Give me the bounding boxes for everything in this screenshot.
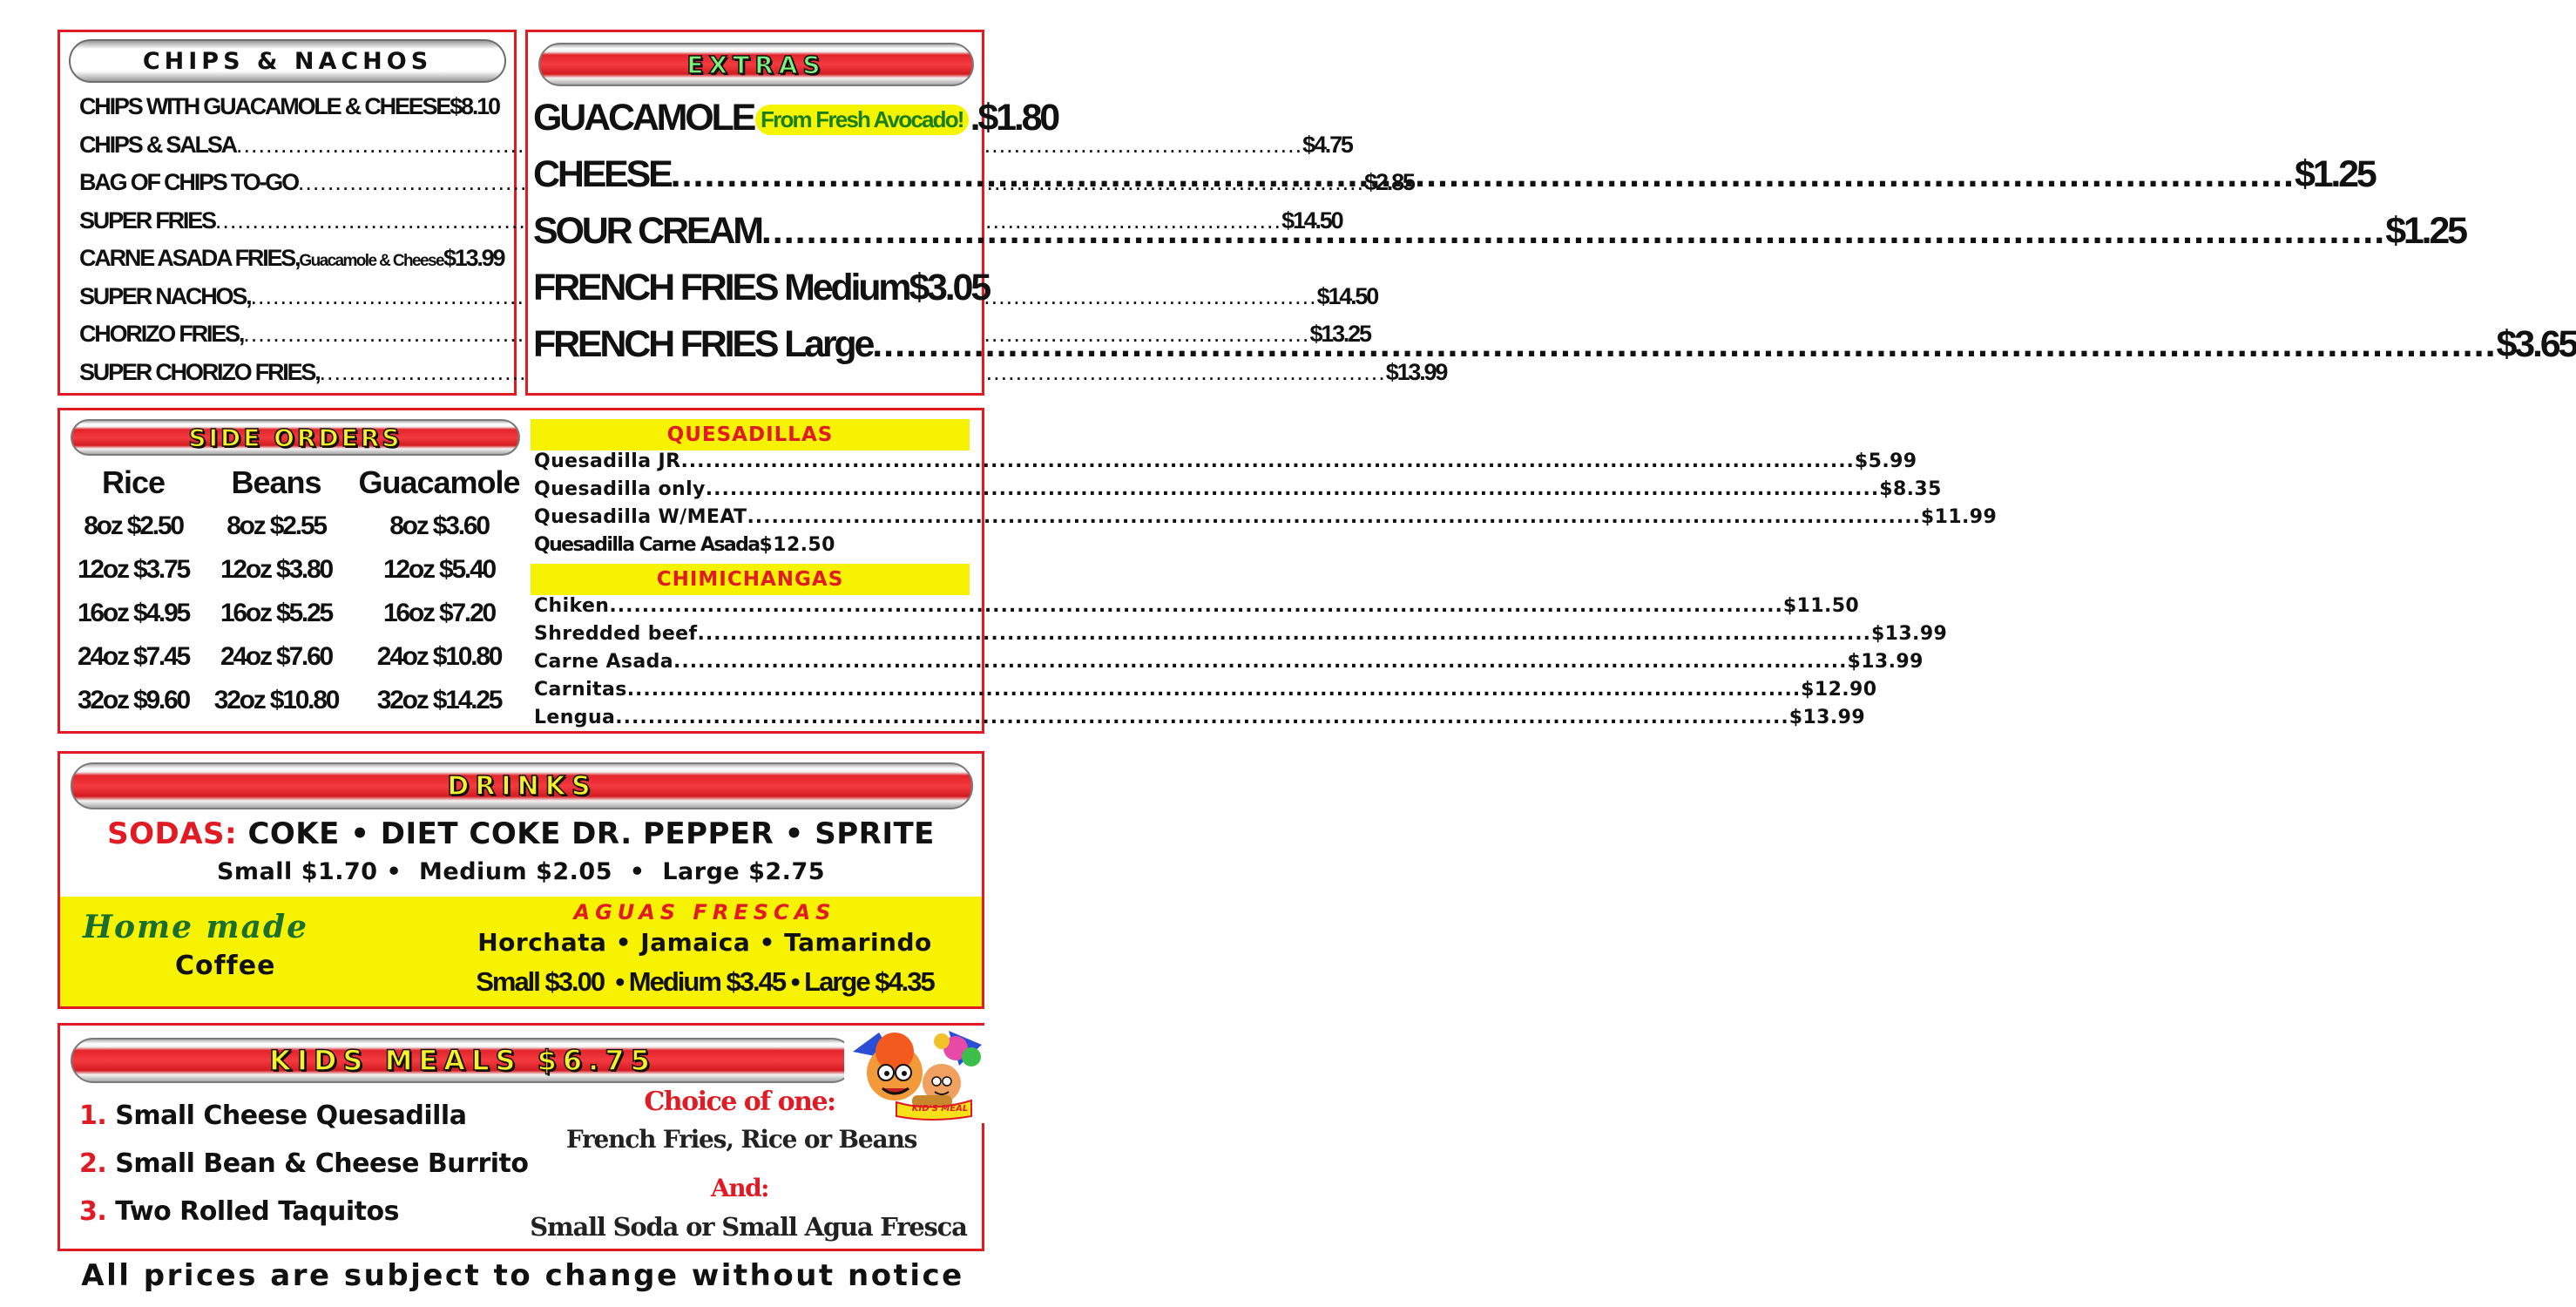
coffee-title: Home made <box>83 909 309 945</box>
list-item: Shredded beef ..... $13.99 <box>534 623 973 651</box>
kids-item-1: 1. Small Cheese Quesadilla <box>79 1100 467 1131</box>
list-item: Quesadilla JR ..... $5.99 <box>534 450 973 478</box>
sodas-label: SODAS: <box>107 816 238 851</box>
side-orders-panel <box>57 408 1998 734</box>
list-item: BAG OF CHIPS TO-GO ..... $2.85 <box>79 169 496 207</box>
rice-column <box>71 464 196 729</box>
item-note: Guacamole & Cheese <box>299 252 443 270</box>
choice-label: Choice of one: <box>644 1087 835 1117</box>
side-orders-header-bar <box>71 419 520 456</box>
aguas-band <box>60 897 982 1006</box>
extras-title: EXTRAS <box>686 50 826 79</box>
chimichangas-list <box>534 595 1948 735</box>
list-item: 8oz $3.60 <box>389 511 489 540</box>
list-item: GUACAMOLE From Fresh Avocado! . $1.80 <box>533 97 1058 139</box>
soda-sizes: Small $1.70 • Medium $2.05 • Large $2.75 <box>216 858 826 885</box>
list-item: 16oz $4.95 <box>77 599 190 627</box>
list-item: Carne Asada ..... $13.99 <box>534 651 973 679</box>
quesadillas-header: QUESADILLAS <box>531 419 970 450</box>
aguas-frescas-title: AGUAS FRESCAS <box>573 900 836 924</box>
list-item: Quesadilla only ..... $8.35 <box>534 478 973 506</box>
aguas-sizes: Small $3.00 • Medium $3.45 • Large $4.35 <box>476 966 934 997</box>
list-item: CARNE ASADA FRIES, Guacamole & Cheese $13.99 <box>79 245 504 271</box>
kids-item-2: 2. Small Bean & Cheese Burrito <box>79 1148 529 1179</box>
list-item: SOUR CREAM ..... $1.25 <box>533 210 976 267</box>
side-orders-title: SIDE ORDERS <box>188 423 402 452</box>
quesadillas-list <box>534 450 1998 562</box>
list-item: Quesadilla Carne Asada $12.50 <box>534 534 835 556</box>
kids-meals-panel <box>57 1023 984 1251</box>
list-item: Lengua ..... $13.99 <box>534 707 973 735</box>
list-item: 12oz $5.40 <box>382 555 496 584</box>
list-item: SUPER CHORIZO FRIES, ..... $13.99 <box>79 359 496 397</box>
coffee-label: Coffee <box>175 951 276 981</box>
list-item: 8oz $2.50 <box>84 511 183 540</box>
list-item: 12oz $3.80 <box>220 555 333 584</box>
list-item: CHORIZO FRIES, ..... $13.25 <box>79 321 496 359</box>
list-item: 16oz $7.20 <box>382 599 496 627</box>
extras-header-bar <box>538 43 974 86</box>
choice-text: French Fries, Rice or Beans <box>565 1125 917 1154</box>
list-item: 32oz $10.80 <box>213 686 339 714</box>
list-item: 32oz $9.60 <box>77 686 190 714</box>
list-item: 24oz $7.45 <box>77 642 190 671</box>
column-header: Rice <box>101 464 166 500</box>
list-item: 24oz $7.60 <box>220 642 333 671</box>
sodas-line <box>60 816 982 851</box>
list-item: 24oz $10.80 <box>376 642 502 671</box>
aguas-list: Horchata • Jamaica • Tamarindo <box>477 928 932 957</box>
chimichangas-header: CHIMICHANGAS <box>531 564 970 595</box>
list-item: Carnitas ..... $12.90 <box>534 679 973 707</box>
list-item: CHIPS & SALSA ..... $4.75 <box>79 132 496 170</box>
beans-column <box>210 464 342 729</box>
list-item: Quesadilla W/MEAT ..... $11.99 <box>534 506 973 534</box>
list-item: 8oz $2.55 <box>226 511 326 540</box>
drinks-panel <box>57 751 984 1009</box>
and-text: Small Soda or Small Agua Fresca <box>530 1212 967 1242</box>
drinks-title: DRINKS <box>447 770 597 802</box>
fresh-avocado-badge: From Fresh Avocado! <box>755 105 969 135</box>
list-item: Chiken ..... $11.50 <box>534 595 973 623</box>
list-item: SUPER FRIES ..... $14.50 <box>79 207 496 246</box>
list-item: 12oz $3.75 <box>77 555 190 584</box>
list-item: 16oz $5.25 <box>220 599 333 627</box>
chips-header-bar <box>69 39 506 83</box>
list-item: 32oz $14.25 <box>376 686 502 714</box>
kids-header-bar <box>71 1038 855 1083</box>
guacamole-column <box>358 464 520 729</box>
list-item: FRENCH FRIES Large ..... $3.65 <box>533 323 976 380</box>
drinks-header-bar <box>71 762 973 809</box>
list-item: CHIPS WITH GUACAMOLE & CHEESE $8.10 <box>79 93 499 119</box>
kids-meal-logo-text: KID'S MEAL <box>911 1104 969 1114</box>
list-item: CHEESE ..... $1.25 <box>533 153 976 210</box>
kids-item-3: 3. Two Rolled Taquitos <box>79 1196 399 1227</box>
and-label: And: <box>711 1174 768 1202</box>
price-disclaimer: All prices are subject to change without notice <box>81 1258 964 1293</box>
list-item: FRENCH FRIES Medium $3.05 <box>533 267 989 308</box>
list-item: SUPER NACHOS, ..... $14.50 <box>79 283 496 322</box>
column-header: Guacamole <box>358 464 520 500</box>
kids-title: KIDS MEALS $6.75 <box>269 1044 656 1077</box>
sodas-list: COKE • DIET COKE DR. PEPPER • SPRITE <box>247 816 935 851</box>
kids-meal-logo <box>844 1026 985 1123</box>
chips-title: CHIPS & NACHOS <box>142 47 433 75</box>
column-header: Beans <box>231 464 321 500</box>
